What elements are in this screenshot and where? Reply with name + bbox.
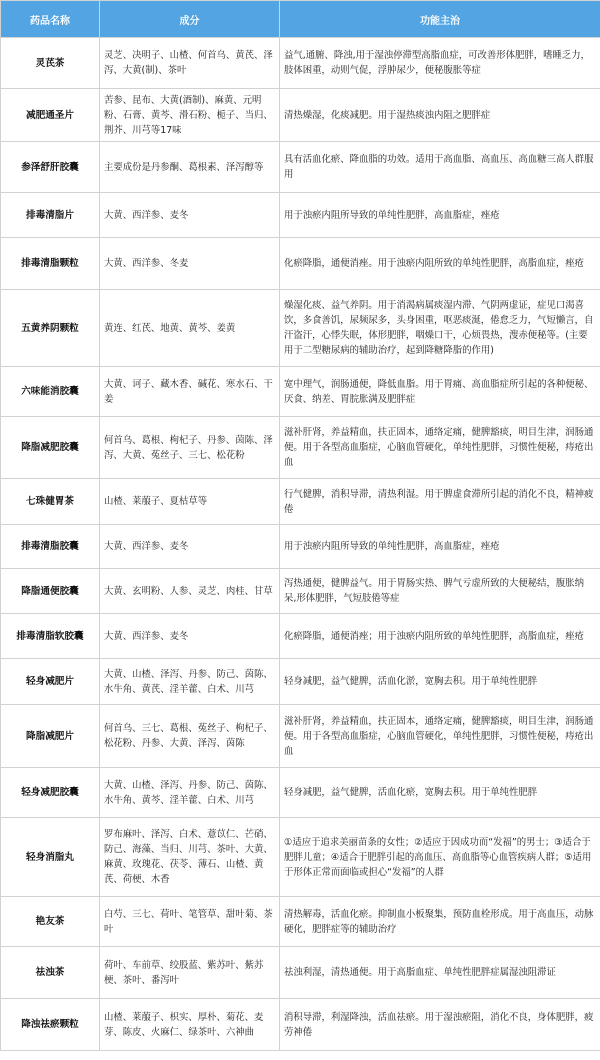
table-row [1, 705, 600, 768]
drug-ingredients: 大黄、诃子、藏木香、碱花、寒水石、干姜 [100, 367, 280, 417]
drug-ingredients: 山楂、莱菔子、枳实、厚朴、菊花、麦芽、陈皮、火麻仁、绿茶叶、六神曲 [100, 999, 280, 1051]
drug-name: 灵芪茶 [1, 38, 100, 89]
drug-ingredients: 大黄、西洋参、冬麦 [100, 238, 280, 290]
drug-function: 宽中理气，润肠通便，降低血脂。用于胃痛、高血脂症所引起的各种便秘、厌食、纳差、胃脘胀满及肥胖症 [280, 367, 600, 417]
table-header-row [1, 1, 600, 38]
drug-function: 滋补肝肾，养益精血，扶正固本，通络定痛，健脾豁痰，明目生津，润肠通便。用于各型高血脂症，心脑血管硬化，单纯性肥胖，习惯性便秘，痔疮出血 [280, 705, 600, 768]
drug-function: 轻身减肥，益气健脾，活血化淤，宽胸去积。用于单纯性肥胖 [280, 659, 600, 705]
drug-name: 轻身减肥胶囊 [1, 768, 100, 818]
drug-ingredients: 大黄、山楂、泽泻、丹参、防己、茵陈、水牛角、黄芩、淫羊藿、白术、川芎 [100, 768, 280, 818]
drug-ingredients: 大黄、西洋参、麦冬 [100, 525, 280, 569]
table-row [1, 999, 600, 1051]
drug-function: 清热燥湿，化痰减肥。用于湿热痰浊内阻之肥胖症 [280, 89, 600, 142]
header-name: 药品名称 [1, 1, 100, 38]
drug-function: 益气,通腑、降浊,用于湿浊停滞型高脂血症，可改善形体肥胖，嗜睡乏力，肢体困重，动则气促，浮肿尿少，便秘腹胀等症 [280, 38, 600, 89]
table-row [1, 659, 600, 705]
table-row [1, 818, 600, 897]
drug-name: 降脂减肥片 [1, 705, 100, 768]
drug-function: 消积导滞，利湿降浊，活血祛瘀。用于湿浊瘀阻，消化不良，身体肥胖，疲劳神倦 [280, 999, 600, 1051]
drug-function: 清热解毒，活血化瘀。抑制血小板聚集，预防血栓形成。用于高血压，动脉硬化，肥胖症等的辅助治疗 [280, 897, 600, 947]
drug-name: 排毒清脂软胶囊 [1, 614, 100, 659]
drug-name: 六味能消胶囊 [1, 367, 100, 417]
drug-ingredients: 大黄、西洋参、麦冬 [100, 193, 280, 238]
drug-ingredients: 主要成份是丹参酮、葛根素、泽泻醇等 [100, 142, 280, 193]
table-row [1, 38, 600, 89]
drug-function: 化瘀降脂，通便消痤；用于浊瘀内阻所致的单纯性肥胖，高脂血症，痤疮 [280, 614, 600, 659]
drug-name: 降脂通便胶囊 [1, 569, 100, 614]
drug-function: 用于浊瘀内阻所导致的单纯性肥胖，高血脂症，痤疮 [280, 525, 600, 569]
drug-name: 排毒清脂胶囊 [1, 525, 100, 569]
drug-ingredients: 苦参、昆布、大黄(酒制)、麻黄、元明粉、石膏、黄芩、滑石粉、栀子、当归、荆芥、川芎等17味 [100, 89, 280, 142]
drug-function: 化瘀降脂，通便消痤。用于浊瘀内阻所致的单纯性肥胖，高脂血症，痤疮 [280, 238, 600, 290]
drug-name: 参泽舒肝胶囊 [1, 142, 100, 193]
drug-ingredients: 何首乌、三七、葛根、菟丝子、枸杞子、松花粉、丹参、大黄、泽泻、茵陈 [100, 705, 280, 768]
drug-ingredients: 山楂、莱菔子、夏枯草等 [100, 479, 280, 525]
drug-ingredients: 荷叶、车前草、绞股蓝、紫苏叶、紫苏梗、茶叶、番泻叶 [100, 947, 280, 999]
drug-ingredients: 黄连、红芪、地黄、黄芩、姜黄 [100, 290, 280, 367]
table-row [1, 238, 600, 290]
table-row [1, 479, 600, 525]
table-row [1, 947, 600, 999]
table-row [1, 614, 600, 659]
drug-function: 滋补肝肾，养益精血，扶正固本，通络定痛，健脾豁痰，明目生津，润肠通便。用于各型高血脂症，心脑血管硬化，单纯性肥胖，习惯性便秘，痔疮出血 [280, 417, 600, 479]
drug-ingredients: 大黄、西洋参、麦冬 [100, 614, 280, 659]
drug-ingredients: 大黄、玄明粉、人参、灵芝、肉桂、甘草 [100, 569, 280, 614]
drug-name: 五黄养阴颗粒 [1, 290, 100, 367]
table-row [1, 897, 600, 947]
drug-function: 行气健脾，消积导滞，清热利湿。用于脾虚食滞所引起的消化不良，精神疲倦 [280, 479, 600, 525]
drug-name: 艳友茶 [1, 897, 100, 947]
drug-ingredients: 灵芝、决明子、山楂、何首乌、黄芪、泽泻、大黄(制)、茶叶 [100, 38, 280, 89]
table-row [1, 768, 600, 818]
header-ingredients: 成分 [100, 1, 280, 38]
drug-function: 泻热通便，健脾益气。用于胃肠实热、脾气亏虚所致的大便秘结，腹胀纳呆,形体肥胖，气短肢倦等症 [280, 569, 600, 614]
table-row [1, 193, 600, 238]
drug-name: 七珠健胃茶 [1, 479, 100, 525]
drug-name: 轻身消脂丸 [1, 818, 100, 897]
table-row [1, 417, 600, 479]
drug-name: 祛浊茶 [1, 947, 100, 999]
drug-name: 排毒清脂颗粒 [1, 238, 100, 290]
drug-ingredients: 白芍、三七、荷叶、笔管草、甜叶菊、茶叶 [100, 897, 280, 947]
drug-name: 排毒清脂片 [1, 193, 100, 238]
drug-ingredients: 罗布麻叶、泽泻、白术、薏苡仁、芒硝、防己、海藻、当归、川芎、茶叶、大黄、麻黄、玫瑰花、茯苓、薄石、山楂、黄芪、荷梗、木香 [100, 818, 280, 897]
drug-name: 降浊祛瘀颗粒 [1, 999, 100, 1051]
header-function: 功能主治 [280, 1, 600, 38]
drug-ingredients: 何首乌、葛根、枸杞子、丹参、茵陈、泽泻、大黄、菟丝子、三七、松花粉 [100, 417, 280, 479]
drug-name: 轻身减肥片 [1, 659, 100, 705]
drug-function: 轻身减肥，益气健脾，活血化瘀，宽胸去积。用于单纯性肥胖 [280, 768, 600, 818]
table-row [1, 569, 600, 614]
drug-function: 祛浊利湿，清热通便。用于高脂血症、单纯性肥胖症属湿浊阻滞证 [280, 947, 600, 999]
table-row [1, 525, 600, 569]
table-row [1, 367, 600, 417]
drug-name: 减肥通圣片 [1, 89, 100, 142]
drug-function: 具有活血化瘀、降血脂的功效。适用于高血脂、高血压、高血糖三高人群服用 [280, 142, 600, 193]
table-row [1, 89, 600, 142]
drug-name: 降脂减肥胶囊 [1, 417, 100, 479]
drug-function: 用于浊瘀内阻所导致的单纯性肥胖，高血脂症，痤疮 [280, 193, 600, 238]
drug-function: 燥湿化痰、益气养阴。用于消渴病属痰湿内滞、气阴两虚证，症见口渴喜饮，多食善饥，尿频尿多，头身困重，呕恶痰涎，倦怠乏力，气短懒言，自汗盗汗，心悸失眠，体形肥胖，咽燥口干，心烦畏热，溲赤便秘等。(主要用于二型糖尿病的辅助治疗，起到降糖降脂的作用) [280, 290, 600, 367]
drug-ingredients: 大黄、山楂、泽泻、丹参、防己、茵陈、水牛角、黄芪、淫羊藿、白术、川芎 [100, 659, 280, 705]
drug-function: ①适应于追求美丽苗条的女性；②适应于因成功而“发福”的男士；③适合于肥胖儿童；④适合于肥胖引起的高血压、高血脂等心血管疾病人群；⑤适用于形体正常而面临或担心“发福”的人群 [280, 818, 600, 897]
table-row [1, 142, 600, 193]
table-row [1, 290, 600, 367]
